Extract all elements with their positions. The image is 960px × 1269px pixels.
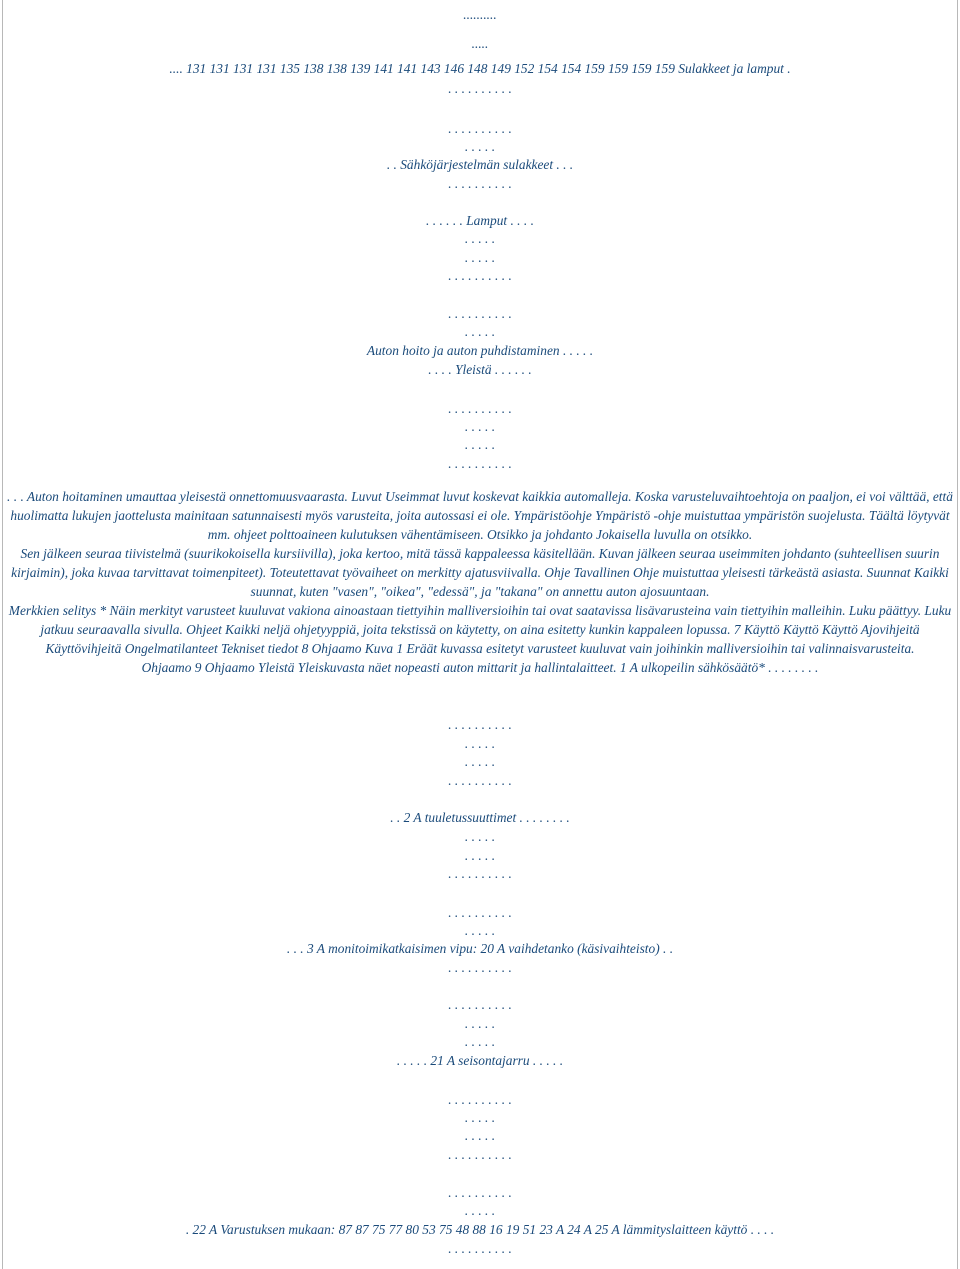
text-line: . . . . . [464,324,496,339]
text-line: . . . . . [464,1016,496,1031]
toc-page-numbers-line: .... 131 131 131 131 135 138 138 139 141 141 143 146 148 149 152 154 154 159 159 159 159 Sulakkeet ja lamput . [169,61,791,76]
text-line: . . . . . [464,139,496,154]
toc-entry: . . . . . 21 A seisontajarru . . . . . [396,1053,564,1068]
body-paragraph: Sen jälkeen seuraa tiivistelmä (suurikokoisella kursiivilla), joka kertoo, mitä tässä kappaleessa käsitellään. Kuvan jälkeen seuraa useimmiten johdanto (suhteellisen suurin kirjaimin), joka kuvaa tarvittavat toimenpiteet). Toteutettavat työvaiheet on merkitty ajatusviivalla. Ohje Tavallinen Ohje muistuttaa yleisesti tärkeästä asiasta. Suunnat Kaikki suunnat, kuten "vasen", "oikea", "edessä", ja "takana" on annettu auton ajosuuntaan. [11,546,949,599]
text-line: . . . . . . . . . . [448,1092,512,1107]
text-line: . . . . . . . . . . [448,456,512,471]
text-line: . . . . . [464,1110,496,1125]
body-paragraph: Ohjaamo 9 Ohjaamo Yleistä Yleiskuvasta näet nopeasti auton mittarit ja hallintalaitteet. 1 A ulkopeilin sähkösäätö* . . . . . . . . [141,660,819,675]
body-paragraph: . . . Auton hoitaminen umauttaa yleisestä onnettomuusvaarasta. Luvut Useimmat luvut koskevat kaikkia automalleja. Koska varusteluvaihtoehtoja on paaljon, ei voi välttää, että huolimatta lukujen jaottelusta mainitaan satunnaisesti myös varusteita, joita autossasi ei ole. Ympäristöohje Ympäristö -ohje muistuttaa ympäristön suojelusta. Täältä löytyvät mm. ohjeet polttoaineen kulutuksen vähentämiseen. Otsikko ja johdanto Jokaisella luvulla on otsikko. [7,489,953,542]
text-line: .......... [463,7,497,22]
text-line: . . . . . [464,231,496,246]
text-line: ..... [471,36,489,51]
toc-entry: . . 2 A tuuletussuuttimet . . . . . . . . [390,810,570,825]
text-line: . . . . . . . . . . [448,176,512,191]
text-line: . . . . . [464,754,496,769]
toc-entry: Auton hoito ja auton puhdistaminen . . . . . [366,343,594,358]
text-line: . . . . . [464,1034,496,1049]
text-line: . . . . . [464,419,496,434]
text-line: . . . . . . . . . . [448,1241,512,1256]
toc-entry: . . . . Yleistä . . . . . . [428,362,532,377]
text-line: . . . . . . . . . . [448,401,512,416]
text-line: . . . . . . . . . . [448,997,512,1012]
text-line: . . . . . [464,848,496,863]
text-line: . . . . . . . . . . [448,81,512,96]
text-line: . . . . . . . . . . [448,960,512,975]
toc-entry: . 22 A Varustuksen mukaan: 87 87 75 77 80 53 75 48 88 16 19 51 23 A 24 A 25 A lämmityslaitteen käyttö . . . . [185,1222,775,1237]
text-line: . . . . . . . . . . [448,268,512,283]
toc-entry: . . Sähköjärjestelmän sulakkeet . . . [386,157,574,172]
text-line: . . . . . . . . . . [448,905,512,920]
toc-entry: . . . 3 A monitoimikatkaisimen vipu: 20 A vaihdetanko (käsivaihteisto) . . [286,941,674,956]
text-line: . . . . . . . . . . [448,1147,512,1162]
text-line: . . . . . . . . . . [448,866,512,881]
body-text [5,487,955,677]
text-line: . . . . . [464,437,496,452]
text-line: . . . . . . . . . . [448,306,512,321]
text-line: . . . . . . . . . . [448,773,512,788]
text-line: . . . . . . . . . . [448,1185,512,1200]
toc-entry: . . . . . . Lamput . . . . [426,213,534,228]
body-paragraph: Merkkien selitys * Näin merkityt varusteet kuuluvat vakiona ainoastaan tiettyihin malliversioihin tai ovat saatavissa lisävarusteina vain tiettyihin malleihin. Luku päättyy. Luku jatkuu seuraavalla sivulla. Ohjeet Kaikki neljä ohjetyyppiä, joita tekstissä on käytetty, on aina esitetty kunkin kappaleen lopussa. 7 Käyttö Käyttö Käyttö Ajovihjeitä Käyttövihjeitä Ongelmatilanteet Tekniset tiedot 8 Ohjaamo Kuva 1 Eräät kuvassa esitetyt varusteet kuuluvat vain joihinkin malliversioihin tai valinnaisvarusteita. [8,603,952,656]
text-line: . . . . . [464,1128,496,1143]
text-line: . . . . . [464,736,496,751]
text-line: . . . . . . . . . . [448,121,512,136]
text-line: . . . . . [464,250,496,265]
text-line: . . . . . [464,829,496,844]
text-line: . . . . . . . . . . [448,717,512,732]
text-line: . . . . . [464,1203,496,1218]
text-line: . . . . . [464,923,496,938]
